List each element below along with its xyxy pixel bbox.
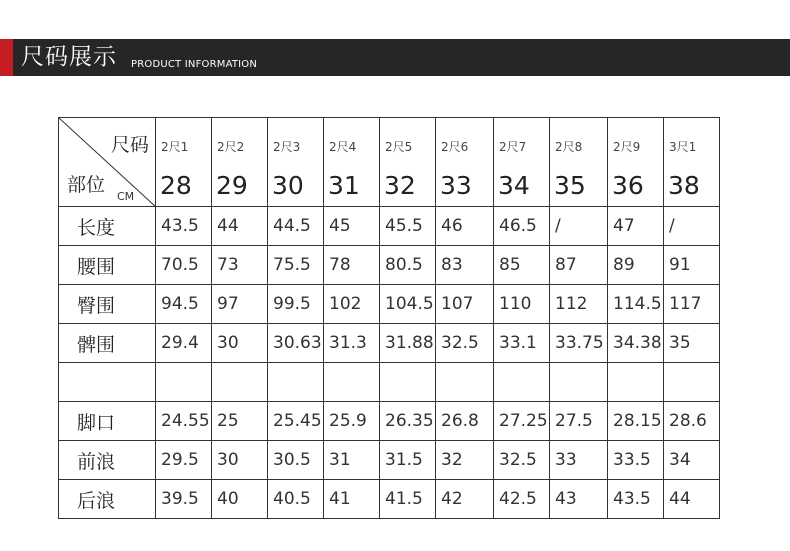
corner-cell [59,118,156,207]
measurement-value: 78 [324,246,380,285]
measurement-row [59,285,720,324]
measurement-value: 89 [608,246,664,285]
measurement-label: 臀围 [59,285,156,324]
measurement-row [59,363,720,402]
measurement-label: 长度 [59,207,156,246]
measurement-row [59,246,720,285]
measurement-value: 44.5 [268,207,324,246]
measurement-value: / [550,207,608,246]
measurement-value [436,363,494,402]
measurement-value: 91 [664,246,720,285]
size-header-cell [212,118,268,207]
measurement-value: 25.45 [268,402,324,441]
header-accent-bar [0,39,13,76]
measurement-value: 70.5 [156,246,212,285]
size-header-cell [156,118,212,207]
measurement-value: 31 [324,441,380,480]
measurement-value: 45 [324,207,380,246]
measurement-value: 42 [436,480,494,519]
measurement-value: 43 [550,480,608,519]
measurement-value: 33.5 [608,441,664,480]
measurement-row [59,207,720,246]
measurement-value: 42.5 [494,480,550,519]
section-header [0,39,790,76]
size-number: 34 [498,171,530,200]
measurement-value: 47 [608,207,664,246]
size-number: 32 [384,171,416,200]
measurement-label: 腰围 [59,246,156,285]
size-number: 29 [216,171,248,200]
size-number: 31 [328,171,360,200]
measurement-label: 脚口 [59,402,156,441]
measurement-value: 26.8 [436,402,494,441]
measurement-value [550,363,608,402]
size-code: 2尺3 [273,140,301,154]
size-code: 2尺9 [613,140,641,154]
size-header-cell [380,118,436,207]
size-number: 36 [612,171,644,200]
measurement-value: 117 [664,285,720,324]
measurement-value: 33 [550,441,608,480]
size-code: 2尺2 [217,140,245,154]
size-header-cell [494,118,550,207]
measurement-value: / [664,207,720,246]
measurement-value: 34.38 [608,324,664,363]
measurement-value: 41.5 [380,480,436,519]
corner-unit-label: CM [117,190,135,203]
size-code: 2尺6 [441,140,469,154]
measurement-value [664,363,720,402]
measurement-label: 髀围 [59,324,156,363]
size-header-cell [268,118,324,207]
measurement-value [608,363,664,402]
measurement-value: 25.9 [324,402,380,441]
measurement-value [268,363,324,402]
measurement-value [324,363,380,402]
corner-size-label: 尺码 [110,134,149,156]
measurement-value: 30 [212,441,268,480]
measurement-value [380,363,436,402]
measurement-value: 114.5 [608,285,664,324]
measurement-value: 73 [212,246,268,285]
measurement-value: 75.5 [268,246,324,285]
measurement-value: 46 [436,207,494,246]
measurement-value: 39.5 [156,480,212,519]
size-number: 35 [554,171,586,200]
measurement-value: 25 [212,402,268,441]
measurement-value: 32.5 [436,324,494,363]
size-number: 28 [160,171,192,200]
measurement-value: 33.1 [494,324,550,363]
measurement-value: 27.25 [494,402,550,441]
measurement-value: 102 [324,285,380,324]
measurement-value: 46.5 [494,207,550,246]
measurement-row [59,441,720,480]
measurement-value: 43.5 [608,480,664,519]
measurement-row [59,402,720,441]
measurement-value: 97 [212,285,268,324]
measurement-value: 30 [212,324,268,363]
measurement-value: 32.5 [494,441,550,480]
measurement-value: 29.5 [156,441,212,480]
measurement-value: 43.5 [156,207,212,246]
measurement-label: 后浪 [59,480,156,519]
measurement-value: 24.55 [156,402,212,441]
size-header-cell [436,118,494,207]
size-header-cell [608,118,664,207]
measurement-value: 28.15 [608,402,664,441]
measurement-value: 83 [436,246,494,285]
measurement-value: 31.5 [380,441,436,480]
measurement-value: 110 [494,285,550,324]
size-code: 2尺4 [329,140,357,154]
measurement-value: 107 [436,285,494,324]
measurement-value [212,363,268,402]
measurement-value: 44 [664,480,720,519]
measurement-value: 27.5 [550,402,608,441]
measurement-value: 41 [324,480,380,519]
size-number: 33 [440,171,472,200]
measurement-label [59,363,156,402]
measurement-value: 29.4 [156,324,212,363]
size-code: 2尺1 [161,140,189,154]
size-code: 3尺1 [669,140,697,154]
measurement-value: 28.6 [664,402,720,441]
measurement-value: 104.5 [380,285,436,324]
measurement-value: 112 [550,285,608,324]
measurement-value: 34 [664,441,720,480]
size-header-row [59,118,720,207]
size-header-cell [324,118,380,207]
measurement-value: 44 [212,207,268,246]
measurement-value: 26.35 [380,402,436,441]
size-code: 2尺5 [385,140,413,154]
size-code: 2尺8 [555,140,583,154]
measurement-value: 35 [664,324,720,363]
size-number: 38 [668,171,700,200]
measurement-value: 32 [436,441,494,480]
measurement-value: 99.5 [268,285,324,324]
measurement-value [156,363,212,402]
measurement-value: 40 [212,480,268,519]
measurement-value [494,363,550,402]
measurement-value: 33.75 [550,324,608,363]
measurement-value: 40.5 [268,480,324,519]
size-table [58,117,720,519]
measurement-value: 87 [550,246,608,285]
measurement-value: 45.5 [380,207,436,246]
measurement-value: 30.63 [268,324,324,363]
size-code: 2尺7 [499,140,527,154]
measurement-value: 94.5 [156,285,212,324]
size-number: 30 [272,171,304,200]
measurement-value: 31.3 [324,324,380,363]
section-subtitle: PRODUCT INFORMATION [131,59,258,70]
corner-part-label: 部位 [67,174,106,196]
size-header-cell [550,118,608,207]
measurement-label: 前浪 [59,441,156,480]
measurement-value: 85 [494,246,550,285]
section-title: 尺码展示 [21,44,117,70]
measurement-row [59,324,720,363]
measurement-row [59,480,720,519]
size-header-cell [664,118,720,207]
measurement-value: 30.5 [268,441,324,480]
measurement-value: 31.88 [380,324,436,363]
measurement-value: 80.5 [380,246,436,285]
